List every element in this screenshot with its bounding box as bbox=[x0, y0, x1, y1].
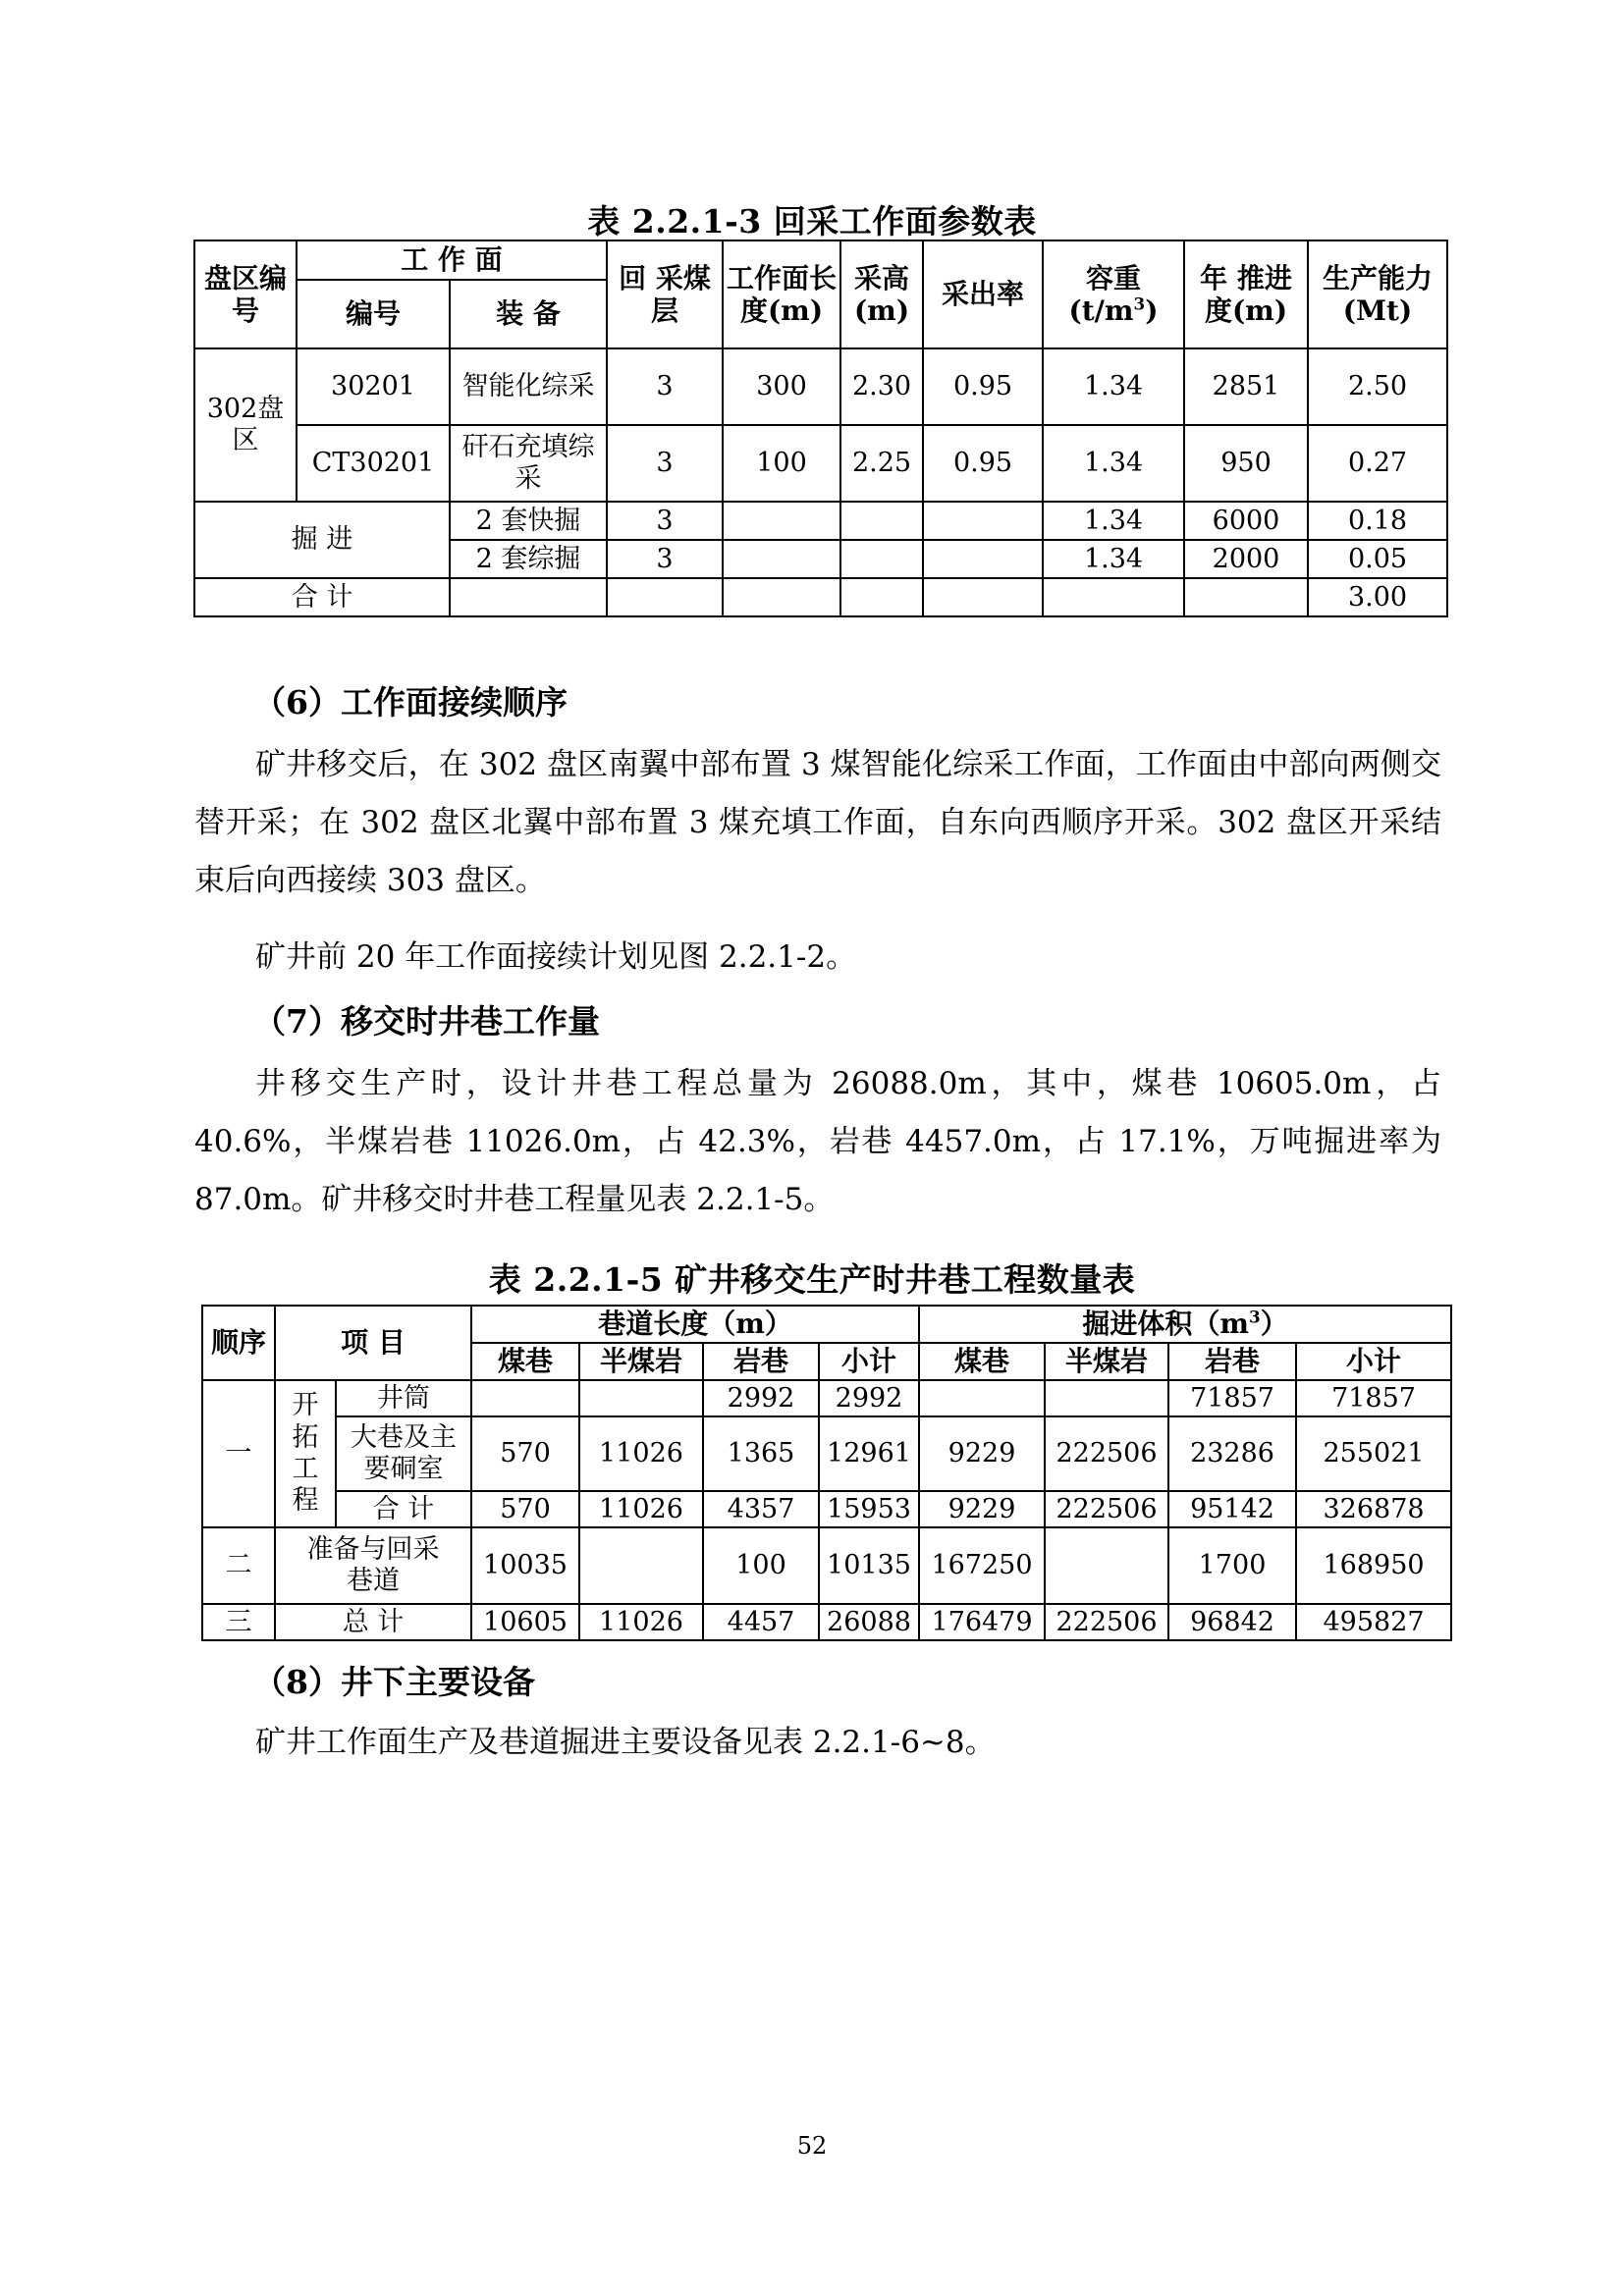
item-cell: 大巷及主要硐室 bbox=[336, 1416, 471, 1491]
cell: 1.34 bbox=[1043, 425, 1184, 502]
header-recovery-rate: 采出率 bbox=[923, 240, 1043, 348]
header-mining-height: 采高(m) bbox=[840, 240, 923, 348]
header-length-group: 巷道长度（m） bbox=[471, 1306, 919, 1343]
cell: 3.00 bbox=[1308, 578, 1447, 616]
section6-paragraph-2: 矿井前 20 年工作面接续计划见图 2.2.1-2。 bbox=[255, 939, 857, 975]
cell: 222506 bbox=[1045, 1416, 1168, 1491]
category-cell bbox=[275, 1380, 336, 1527]
cell: 300 bbox=[723, 348, 840, 425]
header-col: 岩巷 bbox=[703, 1343, 819, 1380]
cell: 23286 bbox=[1168, 1416, 1296, 1491]
section6-heading: （6）工作面接续顺序 bbox=[253, 683, 568, 721]
cell: 10035 bbox=[471, 1527, 579, 1604]
cell: 176479 bbox=[919, 1604, 1045, 1640]
table-row bbox=[202, 1527, 1451, 1604]
cell bbox=[723, 578, 840, 616]
cell: 15953 bbox=[819, 1491, 919, 1527]
cell bbox=[1043, 578, 1184, 616]
cell: 3 bbox=[607, 348, 723, 425]
section8-paragraph: 矿井工作面生产及巷道掘进主要设备见表 2.2.1-6~8。 bbox=[255, 1725, 996, 1760]
cell: 2 套快掘 bbox=[450, 502, 607, 540]
cell: 12961 bbox=[819, 1416, 919, 1491]
seq-cell: 二 bbox=[202, 1527, 275, 1604]
cell bbox=[471, 1380, 579, 1416]
cell: 11026 bbox=[579, 1491, 703, 1527]
cell bbox=[840, 540, 923, 578]
cell: 0.18 bbox=[1308, 502, 1447, 540]
cell bbox=[1184, 578, 1308, 616]
cell: 167250 bbox=[919, 1527, 1045, 1604]
cell bbox=[840, 578, 923, 616]
cell bbox=[1045, 1380, 1168, 1416]
panel-label: 302盘区 bbox=[194, 348, 297, 502]
mine-roadway-quantity-table bbox=[201, 1305, 1452, 1641]
cell: 1.34 bbox=[1043, 348, 1184, 425]
cell: 智能化综采 bbox=[450, 348, 607, 425]
cell: 2992 bbox=[819, 1380, 919, 1416]
header-face-length: 工作面长 度(m) bbox=[723, 240, 840, 348]
table-row bbox=[194, 578, 1447, 616]
cell: 1.34 bbox=[1043, 540, 1184, 578]
table-row bbox=[202, 1604, 1451, 1640]
total-label: 合 计 bbox=[194, 578, 450, 616]
header-working-face: 工 作 面 bbox=[297, 240, 607, 280]
cell bbox=[923, 578, 1043, 616]
header-annual-advance: 年 推进 度(m) bbox=[1184, 240, 1308, 348]
cell: 11026 bbox=[579, 1604, 703, 1640]
cell: 3 bbox=[607, 425, 723, 502]
header-col: 煤巷 bbox=[471, 1343, 579, 1380]
cell bbox=[450, 578, 607, 616]
cell: 168950 bbox=[1296, 1527, 1451, 1604]
cell: 2000 bbox=[1184, 540, 1308, 578]
item-cell: 总 计 bbox=[275, 1604, 471, 1640]
cell: 0.27 bbox=[1308, 425, 1447, 502]
cell: 71857 bbox=[1168, 1380, 1296, 1416]
cell: 570 bbox=[471, 1416, 579, 1491]
cell: 26088 bbox=[819, 1604, 919, 1640]
cell: 2851 bbox=[1184, 348, 1308, 425]
cell: 1365 bbox=[703, 1416, 819, 1491]
cell: 2.50 bbox=[1308, 348, 1447, 425]
table2-caption: 表 2.2.1-5 矿井移交生产时井巷工程数量表 bbox=[488, 1260, 1136, 1299]
header-volume-group: 掘进体积$(m^3)$ bbox=[919, 1306, 1451, 1343]
cell: 0.95 bbox=[923, 425, 1043, 502]
table1-caption: 表 2.2.1-3 回采工作面参数表 bbox=[587, 202, 1037, 240]
item-cell: 合 计 bbox=[336, 1491, 471, 1527]
cell: 4457 bbox=[703, 1604, 819, 1640]
cell bbox=[579, 1527, 703, 1604]
cell: 222506 bbox=[1045, 1491, 1168, 1527]
page-number: 52 bbox=[796, 2132, 828, 2160]
cell: 30201 bbox=[297, 348, 450, 425]
header-bulk-density: 容重 $(t/m^3)$ bbox=[1043, 240, 1184, 348]
section7-heading: （7）移交时井巷工作量 bbox=[253, 1002, 600, 1041]
table-row bbox=[194, 502, 1447, 540]
cell: 2.30 bbox=[840, 348, 923, 425]
category-text: 开拓工程 bbox=[292, 1390, 319, 1517]
cell: 3 bbox=[607, 540, 723, 578]
cell: 10135 bbox=[819, 1527, 919, 1604]
cell bbox=[723, 502, 840, 540]
cell: 100 bbox=[703, 1527, 819, 1604]
cell bbox=[1045, 1527, 1168, 1604]
section6-paragraph: 矿井移交后，在 302 盘区南翼中部布置 3 煤智能化综采工作面，工作面由中部向两侧交替开采；在 302 盘区北翼中部布置 3 煤充填工作面，自东向西顺序开采。302 盘区开采结束后向西接续 303 盘区。 bbox=[194, 747, 1441, 898]
cell bbox=[840, 502, 923, 540]
cell: 95142 bbox=[1168, 1491, 1296, 1527]
table-row bbox=[194, 425, 1447, 502]
header-col: 岩巷 bbox=[1168, 1343, 1296, 1380]
cell bbox=[579, 1380, 703, 1416]
cell bbox=[919, 1380, 1045, 1416]
cell: 4357 bbox=[703, 1491, 819, 1527]
cell bbox=[923, 540, 1043, 578]
working-face-parameter-table bbox=[193, 240, 1448, 617]
cell: 326878 bbox=[1296, 1491, 1451, 1527]
cell: 6000 bbox=[1184, 502, 1308, 540]
cell: 0.95 bbox=[923, 348, 1043, 425]
cell bbox=[607, 578, 723, 616]
cell: 96842 bbox=[1168, 1604, 1296, 1640]
header-col: 小计 bbox=[819, 1343, 919, 1380]
cell: 9229 bbox=[919, 1416, 1045, 1491]
cell: 1700 bbox=[1168, 1527, 1296, 1604]
header-seq: 顺序 bbox=[202, 1306, 275, 1380]
header-face-no: 编号 bbox=[297, 280, 450, 348]
table-row bbox=[194, 348, 1447, 425]
cell: 11026 bbox=[579, 1416, 703, 1491]
header-col: 半煤岩 bbox=[579, 1343, 703, 1380]
cell: 10605 bbox=[471, 1604, 579, 1640]
header-col: 小计 bbox=[1296, 1343, 1451, 1380]
excavation-label: 掘 进 bbox=[194, 502, 450, 578]
cell: CT30201 bbox=[297, 425, 450, 502]
cell: 570 bbox=[471, 1491, 579, 1527]
table-row bbox=[202, 1491, 1451, 1527]
item-cell: 井筒 bbox=[336, 1380, 471, 1416]
cell: 255021 bbox=[1296, 1416, 1451, 1491]
table-row bbox=[202, 1416, 1451, 1491]
cell: 1.34 bbox=[1043, 502, 1184, 540]
cell: 9229 bbox=[919, 1491, 1045, 1527]
header-panel-id: 盘区编号 bbox=[194, 240, 297, 348]
cell bbox=[923, 502, 1043, 540]
header-capacity: 生产能力(Mt) bbox=[1308, 240, 1447, 348]
cell: 矸石充填综采 bbox=[450, 425, 607, 502]
cell: 495827 bbox=[1296, 1604, 1451, 1640]
cell: 950 bbox=[1184, 425, 1308, 502]
cell: 3 bbox=[607, 502, 723, 540]
header-item: 项 目 bbox=[275, 1306, 471, 1380]
cell: 71857 bbox=[1296, 1380, 1451, 1416]
cell bbox=[723, 540, 840, 578]
cell: 2 套综掘 bbox=[450, 540, 607, 578]
cell: 2992 bbox=[703, 1380, 819, 1416]
section8-heading: （8）井下主要设备 bbox=[253, 1663, 535, 1701]
header-equipment: 装 备 bbox=[450, 280, 607, 348]
cell: 100 bbox=[723, 425, 840, 502]
seq-cell: 三 bbox=[202, 1604, 275, 1640]
section7-paragraph: 井移交生产时，设计井巷工程总量为 26088.0m，其中，煤巷 10605.0m，占 40.6%，半煤岩巷 11026.0m，占 42.3%，岩巷 4457.0m，占 17.1%，万吨掘进率为 87.0m。矿井移交时井巷工程量见表 2.2.1-5。 bbox=[194, 1066, 1441, 1217]
cell: 222506 bbox=[1045, 1604, 1168, 1640]
item-cell: 准备与回采巷道 bbox=[275, 1527, 471, 1604]
header-seam: 回 采煤 层 bbox=[607, 240, 723, 348]
cell: 2.25 bbox=[840, 425, 923, 502]
cell: 0.05 bbox=[1308, 540, 1447, 578]
seq-cell: 一 bbox=[202, 1380, 275, 1527]
header-col: 半煤岩 bbox=[1045, 1343, 1168, 1380]
table-row bbox=[202, 1380, 1451, 1416]
header-col: 煤巷 bbox=[919, 1343, 1045, 1380]
